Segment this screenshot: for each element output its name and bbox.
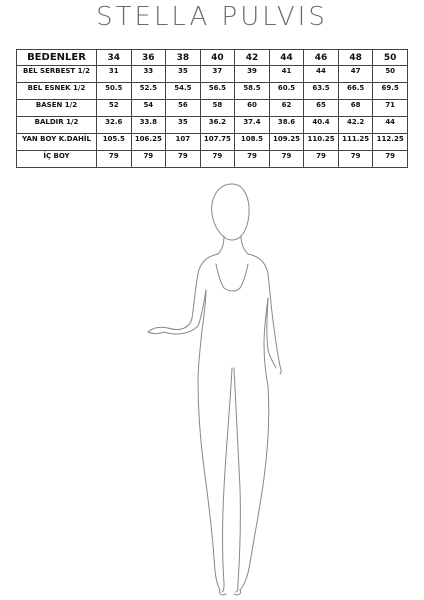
table-cell: 36.2 bbox=[200, 117, 235, 134]
table-cell: 32.6 bbox=[97, 117, 132, 134]
table-cell: 56.5 bbox=[200, 83, 235, 100]
table-cell: 41 bbox=[269, 66, 304, 83]
table-cell: 54 bbox=[131, 100, 166, 117]
size-header-cell: 36 bbox=[131, 50, 166, 66]
row-label: BEL SERBEST 1/2 bbox=[17, 66, 97, 83]
table-cell: 37.4 bbox=[235, 117, 270, 134]
table-cell: 109.25 bbox=[269, 134, 304, 151]
header-label: BEDENLER bbox=[17, 50, 97, 66]
table-cell: 35 bbox=[166, 66, 201, 83]
table-row bbox=[17, 66, 408, 83]
table-cell: 35 bbox=[166, 117, 201, 134]
table-row bbox=[17, 151, 408, 168]
table-cell: 37 bbox=[200, 66, 235, 83]
table-cell: 54.5 bbox=[166, 83, 201, 100]
table-cell: 79 bbox=[166, 151, 201, 168]
table-cell: 44 bbox=[373, 117, 408, 134]
table-cell: 111.25 bbox=[338, 134, 373, 151]
row-label: YAN BOY K.DAHİL bbox=[17, 134, 97, 151]
table-cell: 38.6 bbox=[269, 117, 304, 134]
body-silhouette-icon bbox=[120, 178, 310, 598]
table-cell: 63.5 bbox=[304, 83, 339, 100]
table-cell: 66.5 bbox=[338, 83, 373, 100]
brand-logo: STELLA PULVIS bbox=[96, 2, 328, 32]
table-cell: 79 bbox=[235, 151, 270, 168]
table-row bbox=[17, 100, 408, 117]
table-cell: 65 bbox=[304, 100, 339, 117]
table-cell: 79 bbox=[200, 151, 235, 168]
table-cell: 56 bbox=[166, 100, 201, 117]
table-cell: 31 bbox=[97, 66, 132, 83]
table-cell: 79 bbox=[373, 151, 408, 168]
size-header-cell: 38 bbox=[166, 50, 201, 66]
table-cell: 112.25 bbox=[373, 134, 408, 151]
table-cell: 58.5 bbox=[235, 83, 270, 100]
table-cell: 79 bbox=[269, 151, 304, 168]
size-header-cell: 46 bbox=[304, 50, 339, 66]
table-row bbox=[17, 134, 408, 151]
table-cell: 58 bbox=[200, 100, 235, 117]
table-cell: 44 bbox=[304, 66, 339, 83]
size-header-cell: 34 bbox=[97, 50, 132, 66]
table-row bbox=[17, 117, 408, 134]
row-label: BASEN 1/2 bbox=[17, 100, 97, 117]
size-chart-table bbox=[16, 49, 408, 168]
table-cell: 107 bbox=[166, 134, 201, 151]
table-cell: 33.8 bbox=[131, 117, 166, 134]
table-cell: 52 bbox=[97, 100, 132, 117]
table-cell: 50.5 bbox=[97, 83, 132, 100]
table-cell: 71 bbox=[373, 100, 408, 117]
size-header-cell: 48 bbox=[338, 50, 373, 66]
table-cell: 110.25 bbox=[304, 134, 339, 151]
table-cell: 33 bbox=[131, 66, 166, 83]
table-cell: 39 bbox=[235, 66, 270, 83]
table-cell: 50 bbox=[373, 66, 408, 83]
table-cell: 105.5 bbox=[97, 134, 132, 151]
table-row bbox=[17, 83, 408, 100]
table-cell: 52.5 bbox=[131, 83, 166, 100]
table-cell: 79 bbox=[131, 151, 166, 168]
table-cell: 42.2 bbox=[338, 117, 373, 134]
row-label: İÇ BOY bbox=[17, 151, 97, 168]
table-cell: 68 bbox=[338, 100, 373, 117]
table-cell: 106.25 bbox=[131, 134, 166, 151]
table-cell: 107.75 bbox=[200, 134, 235, 151]
table-cell: 62 bbox=[269, 100, 304, 117]
table-cell: 79 bbox=[338, 151, 373, 168]
table-cell: 79 bbox=[304, 151, 339, 168]
size-header-cell: 40 bbox=[200, 50, 235, 66]
row-label: BALDIR 1/2 bbox=[17, 117, 97, 134]
table-cell: 69.5 bbox=[373, 83, 408, 100]
table-cell: 108.5 bbox=[235, 134, 270, 151]
table-cell: 60.5 bbox=[269, 83, 304, 100]
table-cell: 79 bbox=[97, 151, 132, 168]
table-cell: 40.4 bbox=[304, 117, 339, 134]
row-label: BEL ESNEK 1/2 bbox=[17, 83, 97, 100]
size-header-cell: 44 bbox=[269, 50, 304, 66]
size-header-row bbox=[17, 50, 408, 66]
size-header-cell: 42 bbox=[235, 50, 270, 66]
size-header-cell: 50 bbox=[373, 50, 408, 66]
table-cell: 60 bbox=[235, 100, 270, 117]
table-cell: 47 bbox=[338, 66, 373, 83]
